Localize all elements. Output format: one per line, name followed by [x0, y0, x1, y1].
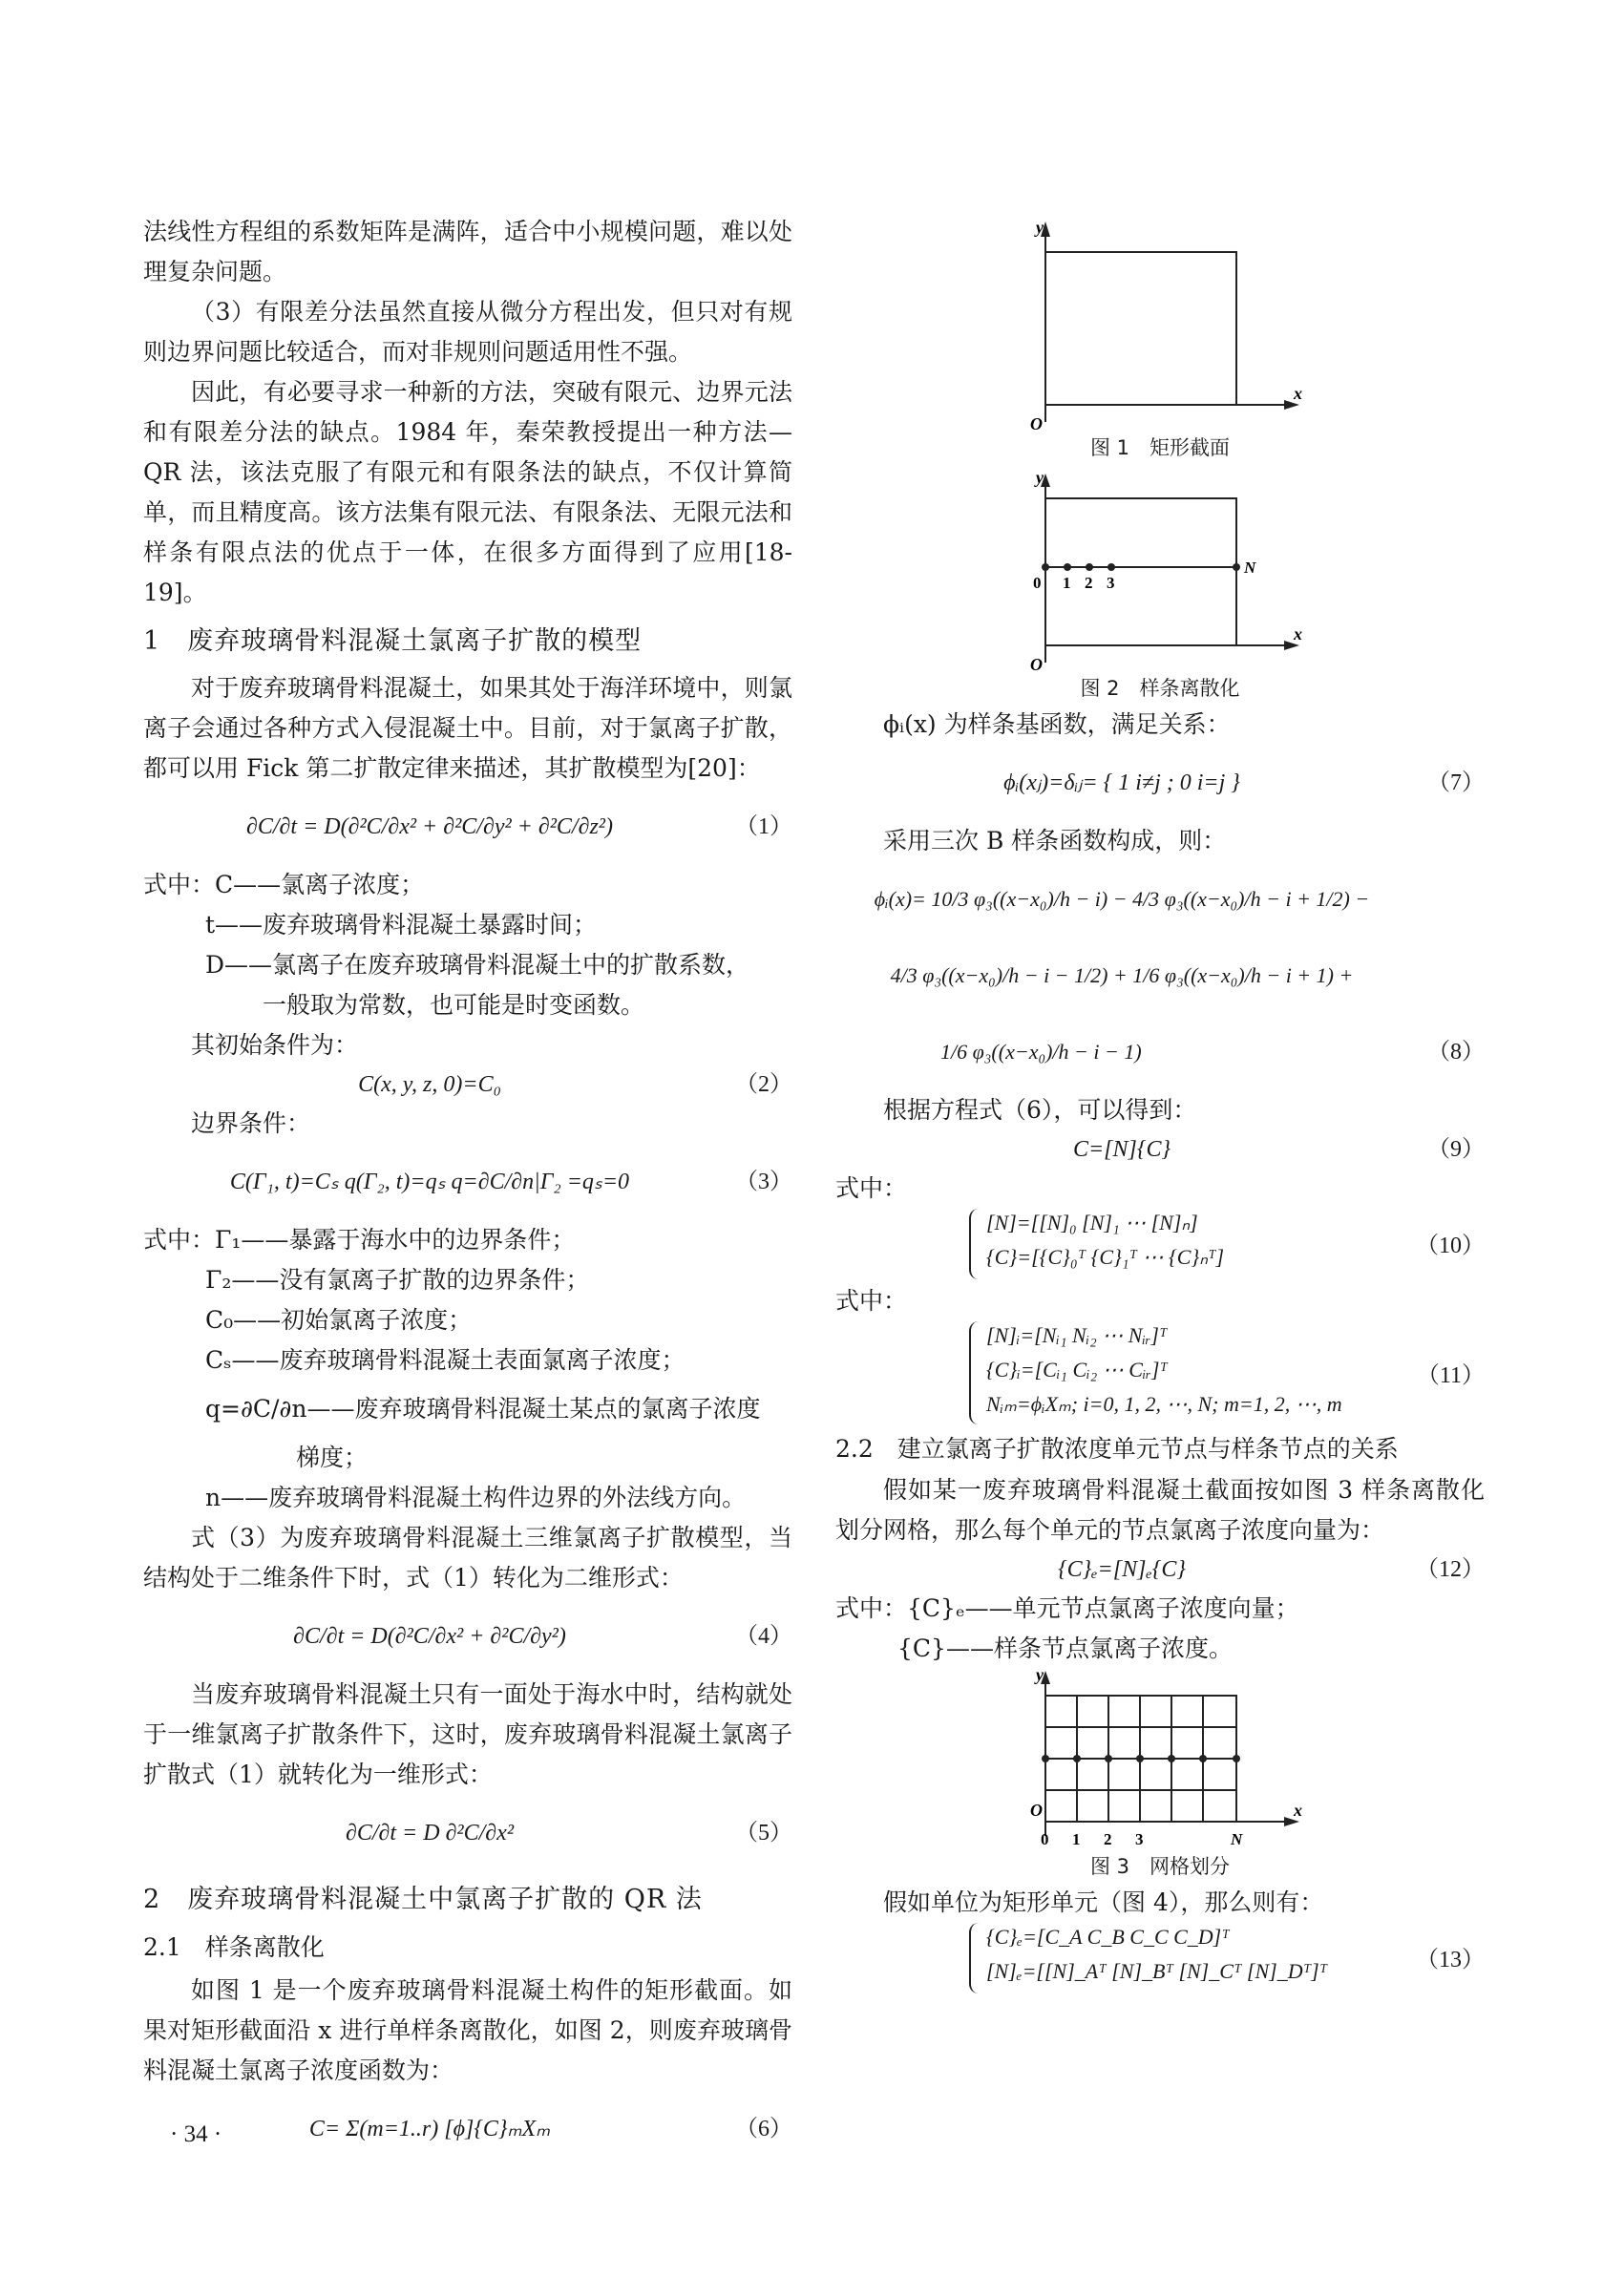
paragraph: 假如单位为矩形单元（图 4），那么则有： [883, 1888, 1324, 1916]
paragraph: 式中： [835, 1174, 908, 1202]
paragraph: 如图 1 是一个废弃玻璃骨料混凝土构件的矩形截面。如果对矩形截面沿 x 进行单样条离散化，如图 2，则废弃玻璃骨料混凝土氯离子浓度函数为： [143, 1976, 792, 2084]
node-label: 2 [1104, 1830, 1112, 1848]
definitions-2: 式中：Γ₁——暴露于海水中的边界条件； Γ₂——没有氯离子扩散的边界条件； C₀——初始氯离子浓度； Cₛ——废弃玻璃骨料混凝土表面氯离子浓度； q=∂C/∂n——废弃玻璃骨料混凝土某点的氯离子浓度 梯度； n——废弃玻璃骨料混凝土构件边界的外法线方向。 [143, 1226, 761, 1511]
figure-caption: 图 3 网格划分 [1089, 1855, 1231, 1878]
paragraph: 因此，有必要寻求一种新的方法，突破有限元、边界元法和有限差分法的缺点。1984 年，秦荣教授提出一种方法—QR 法，该法克服了有限元和有限条法的缺点，不仅计算简单，而且精度高。该方法集有限元法、有限条法、无限元法和样条有限点法的优点于一体，在很多方面得到了应用[18-19]。 [143, 378, 792, 606]
figure-3 [835, 1669, 1485, 1883]
equation-4: ∂C/∂t = D(∂²C/∂x² + ∂²C/∂y²) （4） [293, 1624, 792, 1649]
paragraph: 假如某一废弃玻璃骨料混凝土截面按如图 3 样条离散化划分网格，那么每个单元的节点氯离子浓度向量为： [835, 1476, 1485, 1544]
node-label: 1 [1072, 1830, 1081, 1848]
paragraph: 式（3）为废弃玻璃骨料混凝土三维氯离子扩散模型，当结构处于二维条件下时，式（1）转化为二维形式： [143, 1524, 792, 1592]
equation-6: C= Σ(m=1..r) [ϕ]{C}ₘXₘ （6） [308, 2117, 792, 2141]
equation-5: ∂C/∂t = D ∂²C/∂x² （5） [345, 1821, 792, 1846]
section-heading: 1 废弃玻璃骨料混凝土氯离子扩散的模型 [143, 626, 643, 656]
origin-label: O [1030, 414, 1043, 432]
equation-9: C=[N]{C} （9） [1072, 1137, 1485, 1162]
paragraph: 边界条件： [191, 1109, 311, 1137]
node-label: 0 [1041, 1830, 1049, 1848]
figure-1 [835, 212, 1485, 464]
figure-caption: 图 2 样条离散化 [1080, 677, 1240, 700]
x-axis-label: x [1294, 1801, 1302, 1820]
subsection-heading: 2.2 建立氯离子扩散浓度单元节点与样条节点的关系 [835, 1435, 1399, 1463]
origin-label: O [1030, 655, 1043, 672]
y-axis-label: y [1036, 472, 1044, 487]
right-column [835, 212, 1485, 1995]
paragraph: 其初始条件为： [191, 1031, 359, 1059]
paragraph: 当废弃玻璃骨料混凝土只有一面处于海水中时，结构就处于一维氯离子扩散条件下，这时，废弃玻璃骨料混凝土氯离子扩散式（1）就转化为一维形式： [143, 1680, 792, 1788]
rectangular-section-diagram [835, 212, 1485, 432]
equation-1: ∂C/∂t = D(∂²C/∂x² + ∂²C/∂y² + ∂²C/∂z²) （1） [246, 814, 792, 839]
equation-8b: 4/3 φ₃((x−x₀)/h − i − 1/2) + 1/6 φ₃((x−x₀)/h − i + 1) + [890, 963, 1354, 987]
spline-discretization-diagram [835, 472, 1485, 672]
paragraph: ϕᵢ(x) 为样条基函数，满足关系： [883, 710, 1231, 738]
paragraph: 根据方程式（6），可以得到： [883, 1096, 1197, 1124]
node-label: N [1244, 559, 1256, 577]
paragraph: 采用三次 B 样条函数构成，则： [883, 827, 1227, 854]
paragraph: （3）有限差分法虽然直接从微分方程出发，但只对有规则边界问题比较适合，而对非规则问题适用性不强。 [143, 298, 792, 366]
node-label: 3 [1107, 574, 1115, 592]
node-label: 1 [1063, 574, 1071, 592]
figure-caption: 图 1 矩形截面 [1089, 436, 1231, 459]
section-heading: 2 废弃玻璃骨料混凝土中氯离子扩散的 QR 法 [143, 1885, 703, 1914]
page-number: · 34 · [170, 2121, 222, 2147]
equation-2: C(x, y, z, 0)=C₀ （2） [358, 1072, 792, 1097]
node-label: 3 [1135, 1830, 1144, 1848]
definitions-1: 式中：C——氯离子浓度； t——废弃玻璃骨料混凝土暴露时间； D——氯离子在废弃玻璃骨料混凝土中的扩散系数， 一般取为常数，也可能是时变函数。 [143, 871, 750, 1019]
subsection-heading: 2.1 样条离散化 [143, 1933, 325, 1961]
equation-10: [N]=[[N]₀ [N]₁ ⋯ [N]ₙ] {C}=[{C}₀ᵀ {C}₁ᵀ ⋯ {C}ₙᵀ] （10） [835, 1209, 1485, 1281]
x-axis-label: x [1294, 384, 1302, 403]
paragraph: 对于废弃玻璃骨料混凝土，如果其处于海洋环境中，则氯离子会通过各种方式入侵混凝土中。目前，对于氯离子扩散，都可以用 Fick 第二扩散定律来描述，其扩散模型为[20]： [143, 674, 792, 782]
equation-7: ϕᵢ(xⱼ)=δᵢⱼ= { 1 i≠j ; 0 i=j } （7） [1003, 770, 1485, 795]
figure-2 [835, 472, 1485, 705]
node-label: 2 [1085, 574, 1093, 592]
mesh-grid-diagram [835, 1669, 1485, 1850]
node-label: 0 [1033, 574, 1042, 592]
y-axis-label: y [1036, 218, 1044, 237]
paragraph: 式中： [835, 1287, 908, 1315]
equation-12: {C}ₑ=[N]ₑ{C} （12） [1058, 1557, 1485, 1582]
equation-8a: ϕᵢ(x)= 10/3 φ₃((x−x₀)/h − i) − 4/3 φ₃((x−x₀)/h − i + 1/2) − [874, 887, 1370, 911]
x-axis-label: x [1294, 624, 1302, 643]
left-column [143, 212, 792, 2167]
equation-8c: 1/6 φ₃((x−x₀)/h − i − 1) （8） [940, 1040, 1485, 1065]
equation-11: [N]ᵢ=[Nᵢ₁ Nᵢ₂ ⋯ Nᵢᵣ]ᵀ {C}ᵢ=[Cᵢ₁ Cᵢ₂ ⋯ Cᵢᵣ]ᵀ Nᵢₘ=ϕᵢXₘ; i=0, 1, 2, ⋯, N; m=1, 2, ⋯, m （11） [835, 1321, 1485, 1428]
origin-label: O [1030, 1801, 1043, 1820]
paragraph: 法线性方程组的系数矩阵是满阵，适合中小规模问题，难以处理复杂问题。 [143, 218, 792, 285]
equation-3: C(Γ₁, t)=Cₛ q(Γ₂, t)=qₛ q=∂C/∂n|Γ₂ =qₛ=0 （3） [229, 1170, 792, 1194]
y-axis-label: y [1036, 1669, 1044, 1684]
node-label: N [1231, 1830, 1243, 1848]
equation-13: {C}ₑ=[C_A C_B C_C C_D]ᵀ [N]ₑ=[[N]_Aᵀ [N]_Bᵀ [N]_Cᵀ [N]_Dᵀ]ᵀ （13） [835, 1923, 1485, 1995]
definitions-3: 式中：{C}ₑ——单元节点氯离子浓度向量； {C}——样条节点氯离子浓度。 [835, 1594, 1299, 1662]
